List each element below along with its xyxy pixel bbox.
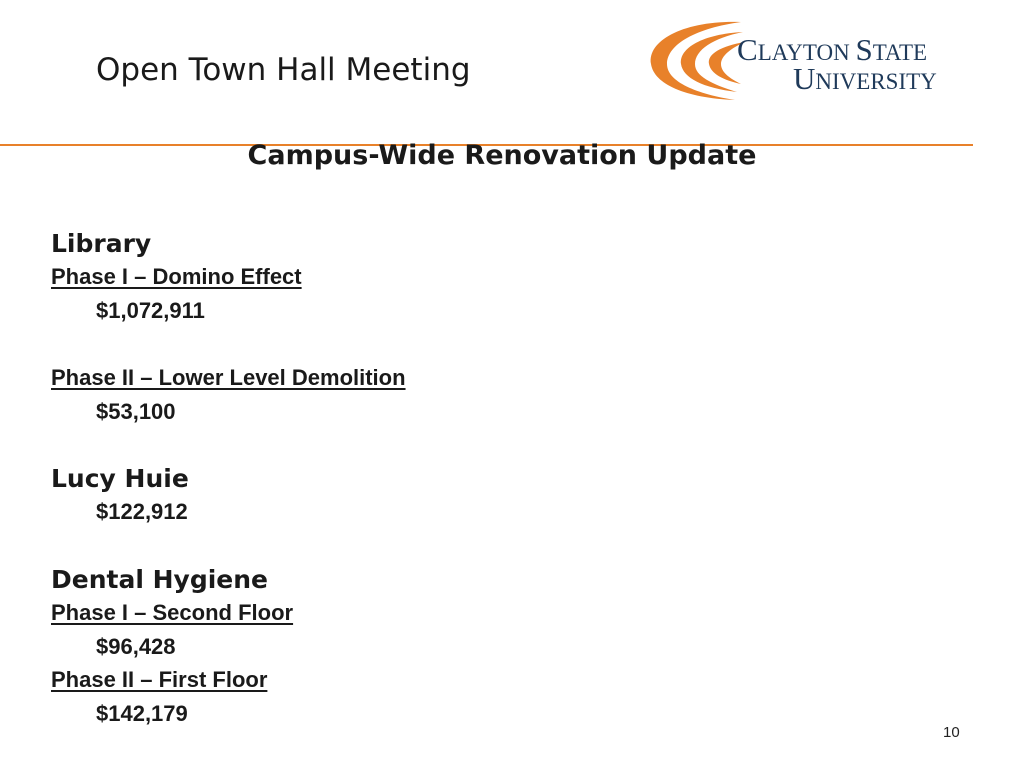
library-phase2-amount: $53,100 (96, 399, 176, 424)
dental-hygiene-heading: Dental Hygiene (51, 565, 268, 594)
lucy-huie-heading: Lucy Huie (51, 464, 189, 493)
slide-subtitle: Campus-Wide Renovation Update (247, 140, 757, 171)
library-phase1-label: Phase I – Domino Effect (51, 264, 302, 289)
lucy-huie-amount: $122,912 (96, 499, 188, 524)
logo-text-line1: CLAYTON STATE (737, 32, 928, 67)
dental-hygiene-phase2-label: Phase II – First Floor (51, 667, 268, 692)
page-number: 10 (943, 724, 960, 741)
slide-title: Open Town Hall Meeting (96, 52, 471, 88)
library-phase2-label: Phase II – Lower Level Demolition (51, 365, 406, 390)
library-phase1-amount: $1,072,911 (96, 298, 205, 323)
dental-hygiene-phase2-amount: $142,179 (96, 701, 188, 726)
dental-hygiene-phase1-label: Phase I – Second Floor (51, 600, 294, 625)
library-heading: Library (51, 229, 152, 258)
logo-text-line2: UNIVERSITY (793, 61, 937, 96)
dental-hygiene-phase1-amount: $96,428 (96, 634, 176, 659)
university-logo (645, 14, 975, 106)
